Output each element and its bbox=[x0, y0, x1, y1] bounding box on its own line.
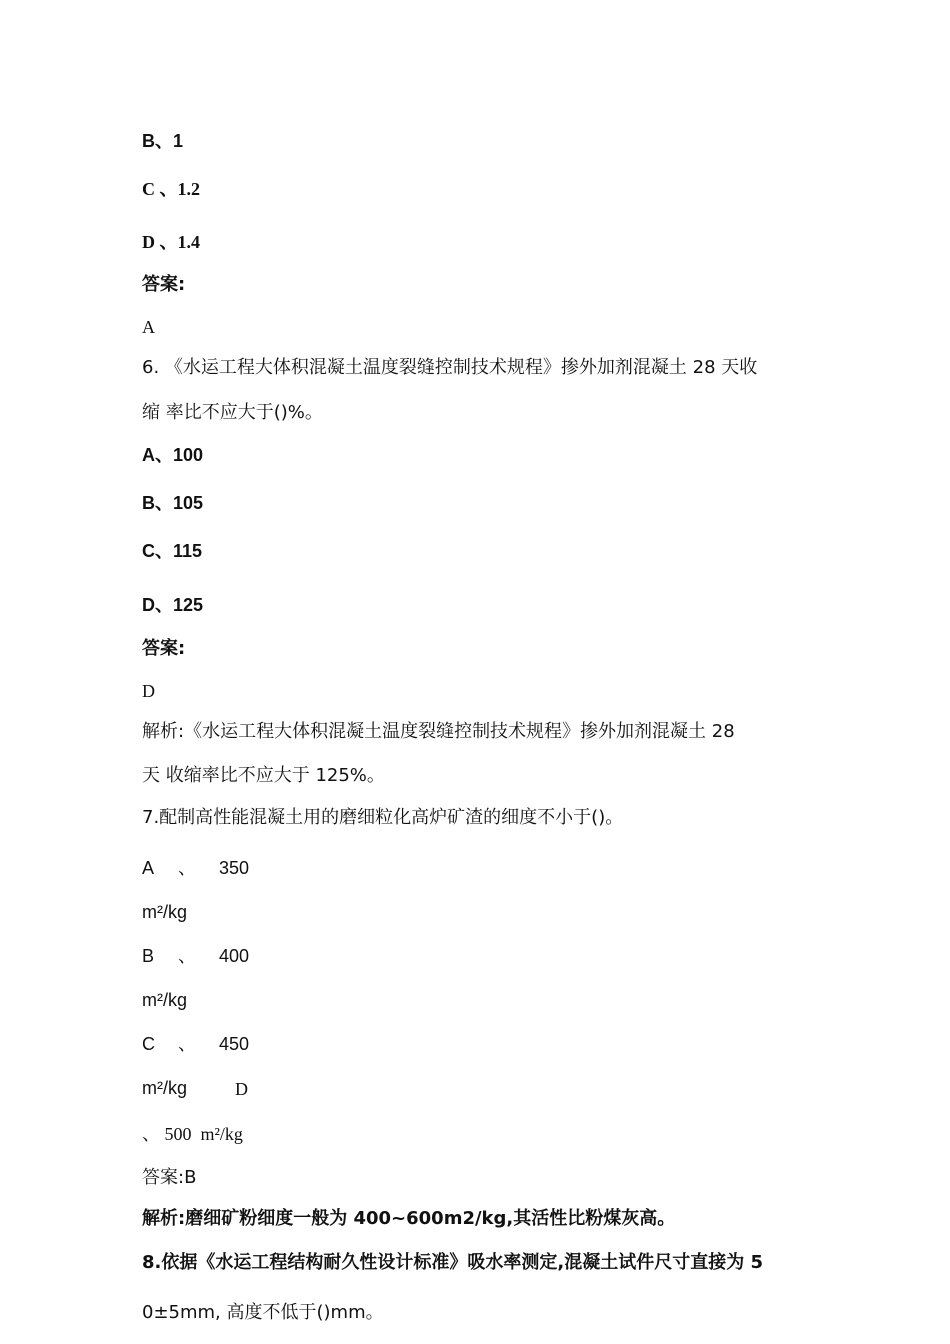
q7-question: 7.配制高性能混凝土用的磨细粒化高炉矿渣的细度不小于()。 bbox=[142, 807, 624, 828]
q8-question-line1: 8.依据《水运工程结构耐久性设计标准》吸水率测定,混凝土试件尺寸直接为 5 bbox=[142, 1252, 763, 1273]
q6-question-line2: 缩 率比不应大于()%。 bbox=[142, 402, 323, 423]
q8-question-line2: 0±5mm, 高度不低于()mm。 bbox=[142, 1302, 384, 1323]
q7-option-b-value: 400 bbox=[219, 946, 250, 966]
q5-option-c: C 、1.2 bbox=[142, 179, 200, 199]
q6-question-line1: 6. 《水运工程大体积混凝土温度裂缝控制技术规程》掺外加剂混凝土 28 天收 bbox=[142, 357, 758, 378]
q6-analysis-line1: 解析:《水运工程大体积混凝土温度裂缝控制技术规程》掺外加剂混凝土 28 bbox=[142, 721, 735, 742]
q7-analysis: 解析:磨细矿粉细度一般为 400~600m2/kg,其活性比粉煤灰高。 bbox=[142, 1208, 676, 1229]
q7-option-a-letter: A bbox=[142, 858, 155, 878]
q7-option-c-letter: C bbox=[142, 1034, 155, 1054]
q7-answer: 答案:B bbox=[142, 1167, 197, 1188]
q7-option-d: 、 500 m²/kg bbox=[142, 1124, 243, 1144]
q6-analysis-line2: 天 收缩率比不应大于 125%。 bbox=[142, 765, 385, 786]
q7-option-a-value: 350 bbox=[219, 858, 250, 878]
q6-answer-label: 答案: bbox=[142, 638, 186, 659]
q6-option-c: C、115 bbox=[142, 541, 203, 561]
q7-option-a-separator: 、 bbox=[178, 858, 196, 878]
q7-option-d-letter: D bbox=[235, 1079, 248, 1099]
q7-option-b-unit: m²/kg bbox=[142, 990, 187, 1010]
q7-option-c-value: 450 bbox=[219, 1034, 250, 1054]
q7-option-a-unit: m²/kg bbox=[142, 902, 187, 922]
q6-option-d: D、125 bbox=[142, 595, 204, 615]
q5-option-d: D 、1.4 bbox=[142, 232, 200, 252]
q7-option-b-letter: B bbox=[142, 946, 155, 966]
q6-option-a: A、100 bbox=[142, 445, 204, 465]
q7-option-c-unit: m²/kg bbox=[142, 1078, 187, 1098]
q5-answer-label: 答案: bbox=[142, 274, 186, 295]
q5-answer: A bbox=[142, 317, 155, 337]
q5-option-b: B、1 bbox=[142, 131, 184, 151]
q7-option-b-separator: 、 bbox=[178, 946, 196, 966]
q6-option-b: B、105 bbox=[142, 493, 204, 513]
q6-answer: D bbox=[142, 681, 155, 701]
q7-option-c-separator: 、 bbox=[178, 1034, 196, 1054]
